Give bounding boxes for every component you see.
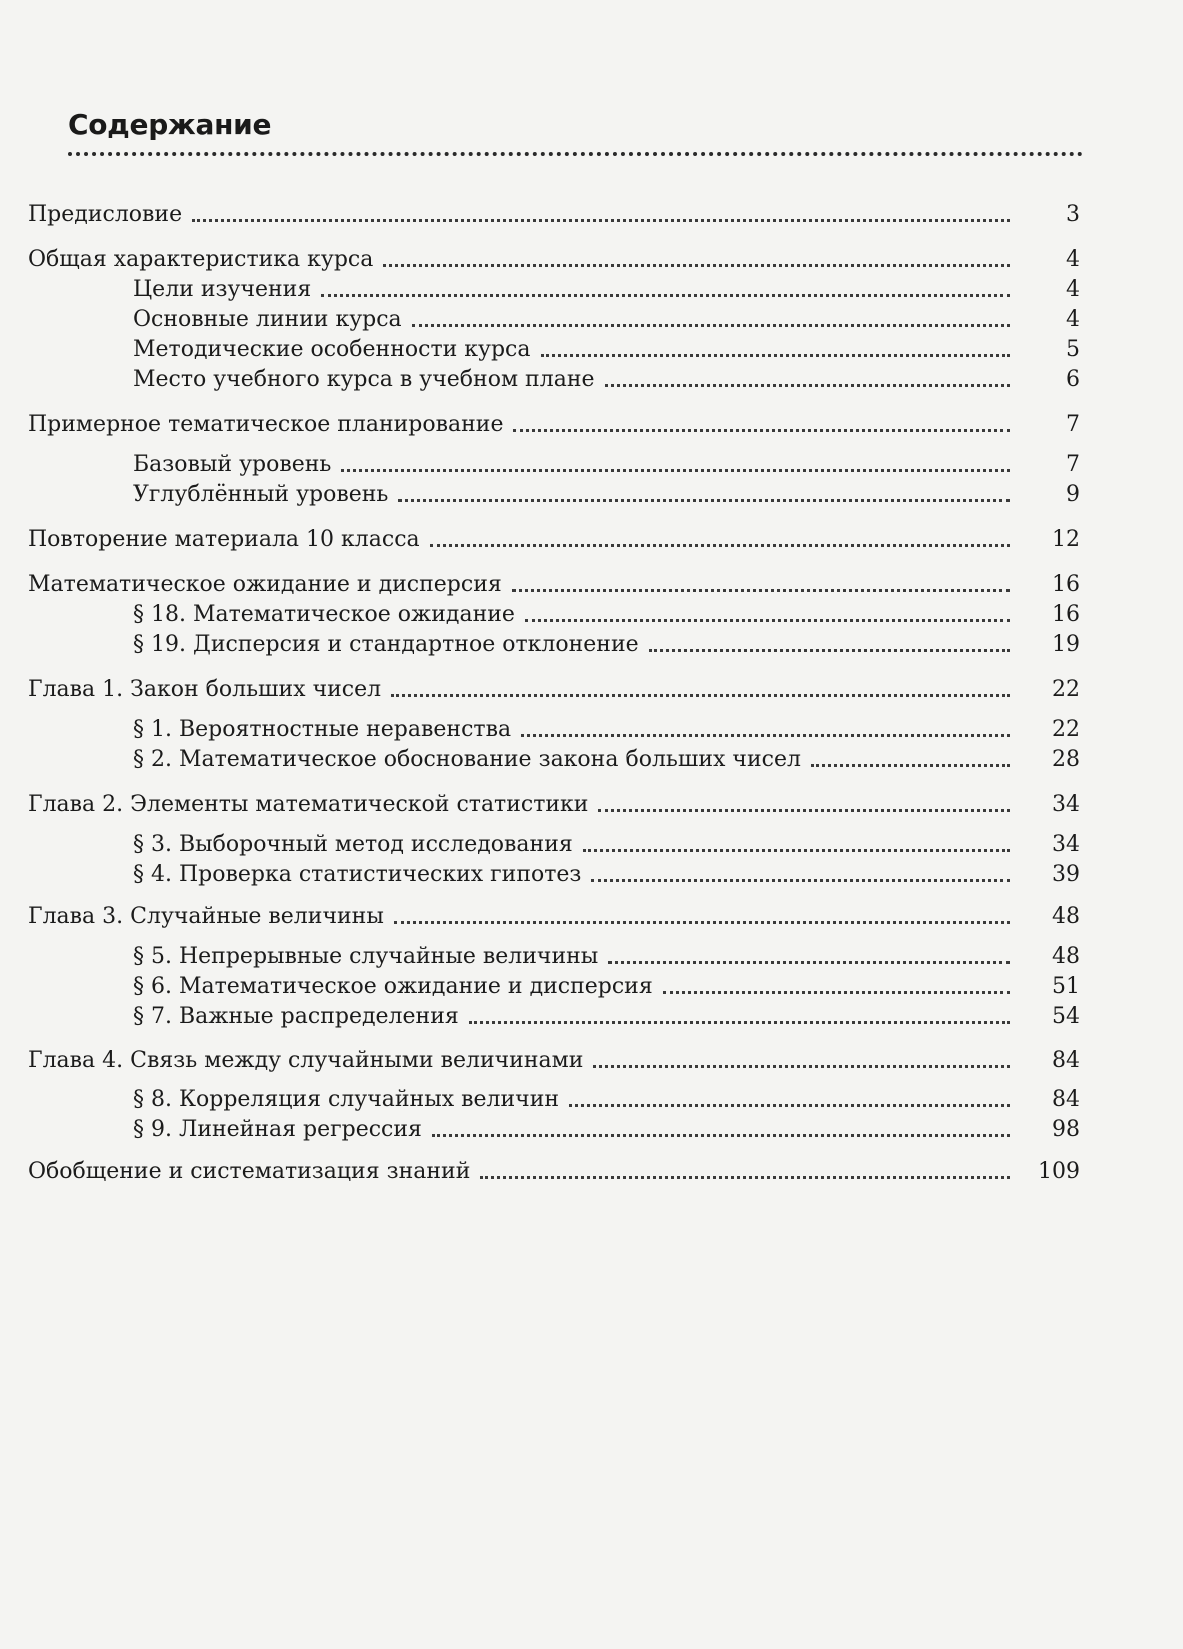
toc-entry-title: § 5. Непрерывные случайные величины [133,944,599,969]
toc-entry-title: Глава 3. Случайные величины [28,904,384,929]
toc-subentry [133,600,1080,630]
toc-entry-title: Цели изучения [133,277,312,302]
toc-entry-title: Общая характеристика курса [28,247,374,272]
toc-subentry [133,1002,1080,1032]
dot-leader [591,879,1010,882]
toc-entry-page-number: 5 [1066,337,1080,362]
dot-leader [649,649,1010,652]
toc-entry-page-number: 34 [1052,792,1080,817]
toc-subentry [133,860,1080,890]
toc-entry-page-number: 109 [1038,1159,1080,1184]
toc-entry-page-number: 7 [1066,412,1080,437]
toc-entry-page-number: 28 [1052,747,1080,772]
toc-entry-title: Предисловие [28,202,183,227]
dot-leader [398,499,1010,502]
dot-leader [469,1021,1010,1024]
dot-leader [525,619,1010,622]
toc-entry [28,902,1080,932]
toc-entry-page-number: 22 [1052,677,1080,702]
toc-subentry [133,745,1080,775]
dot-leader [394,921,1010,924]
toc-entry-title: Глава 1. Закон больших чисел [28,677,382,702]
toc-entry-page-number: 3 [1066,202,1080,227]
dot-leader [512,589,1010,592]
toc-entry-title: § 9. Линейная регрессия [133,1117,422,1142]
toc-entry-page-number: 19 [1052,632,1080,657]
toc-entry-page-number: 51 [1052,974,1080,999]
toc-entry-page-number: 84 [1052,1048,1080,1073]
toc-entry-title: § 4. Проверка статистических гипотез [133,862,582,887]
toc-entry-page-number: 54 [1052,1004,1080,1029]
toc-subentry [133,305,1080,335]
toc-entry [28,200,1080,230]
toc-subentry [133,1085,1080,1115]
toc-entry-page-number: 7 [1066,452,1080,477]
dot-leader [569,1104,1010,1107]
toc-subentry [133,480,1080,510]
toc-subentry [133,450,1080,480]
toc-entry-page-number: 48 [1052,904,1080,929]
toc-subentry [133,830,1080,860]
toc-entry-page-number: 16 [1052,602,1080,627]
toc-entry-title: § 18. Математическое ожидание [133,602,515,627]
toc-entry-title: Глава 2. Элементы математической статистики [28,792,589,817]
toc-entry-title: Примерное тематическое планирование [28,412,504,437]
page-title: Содержание [68,108,272,141]
dot-leader [541,354,1011,357]
toc-entry-page-number: 48 [1052,944,1080,969]
toc-entry-title: Основные линии курса [133,307,402,332]
toc-entry-title: Математическое ожидание и дисперсия [28,572,502,597]
toc-entry-page-number: 4 [1066,247,1080,272]
toc-entry [28,1046,1080,1076]
toc-entry [28,410,1080,440]
dot-leader [321,294,1010,297]
toc-entry-page-number: 4 [1066,277,1080,302]
toc-entry-page-number: 9 [1066,482,1080,507]
toc-entry-page-number: 39 [1052,862,1080,887]
toc-entry-page-number: 16 [1052,572,1080,597]
toc-entry [28,570,1080,600]
dot-leader [480,1176,1010,1179]
toc-subentry [133,1115,1080,1145]
toc-entry-page-number: 34 [1052,832,1080,857]
toc-entry-page-number: 4 [1066,307,1080,332]
toc-entry [28,1157,1080,1187]
toc-entry-title: § 8. Корреляция случайных величин [133,1087,560,1112]
toc-entry-title: § 1. Вероятностные неравенства [133,717,512,742]
toc-entry-title: § 7. Важные распределения [133,1004,459,1029]
toc-entry [28,675,1080,705]
toc-entry [28,525,1080,555]
dot-leader [811,764,1010,767]
toc-entry-title: Повторение материала 10 класса [28,527,420,552]
toc-entry-title: Углублённый уровень [133,482,389,507]
toc-subentry [133,335,1080,365]
dot-leader [608,961,1010,964]
toc-entry-page-number: 12 [1052,527,1080,552]
toc-entry [28,790,1080,820]
dot-leader [412,324,1010,327]
toc-entry-title: Базовый уровень [133,452,332,477]
toc-subentry [133,942,1080,972]
dot-leader [598,809,1010,812]
toc-subentry [133,972,1080,1002]
toc-entry-page-number: 98 [1052,1117,1080,1142]
toc-subentry [133,275,1080,305]
toc-entry-title: § 3. Выборочный метод исследования [133,832,573,857]
toc-subentry [133,630,1080,660]
toc-entry-page-number: 6 [1066,367,1080,392]
toc-entry-title: Глава 4. Связь между случайными величинами [28,1048,584,1073]
toc-entry-title: § 19. Дисперсия и стандартное отклонение [133,632,639,657]
dot-leader [605,384,1011,387]
toc-entry-title: Место учебного курса в учебном плане [133,367,595,392]
toc-entry-page-number: 22 [1052,717,1080,742]
dot-leader [521,734,1010,737]
dot-leader [383,264,1010,267]
dot-leader [583,849,1010,852]
dot-leader [663,991,1010,994]
toc-entry-title: Методические особенности курса [133,337,531,362]
dot-leader [192,219,1010,222]
toc-entry-title: § 2. Математическое обоснование закона больших чисел [133,747,801,772]
dot-leader [593,1065,1010,1068]
heading-dotted-rule [68,152,1083,156]
dot-leader [513,429,1010,432]
dot-leader [391,694,1010,697]
toc-subentry [133,715,1080,745]
toc-entry [28,245,1080,275]
toc-entry-title: § 6. Математическое ожидание и дисперсия [133,974,653,999]
toc-subentry [133,365,1080,395]
toc-entry-title: Обобщение и систематизация знаний [28,1159,471,1184]
dot-leader [341,469,1010,472]
dot-leader [430,544,1010,547]
dot-leader [432,1134,1010,1137]
toc-entry-page-number: 84 [1052,1087,1080,1112]
